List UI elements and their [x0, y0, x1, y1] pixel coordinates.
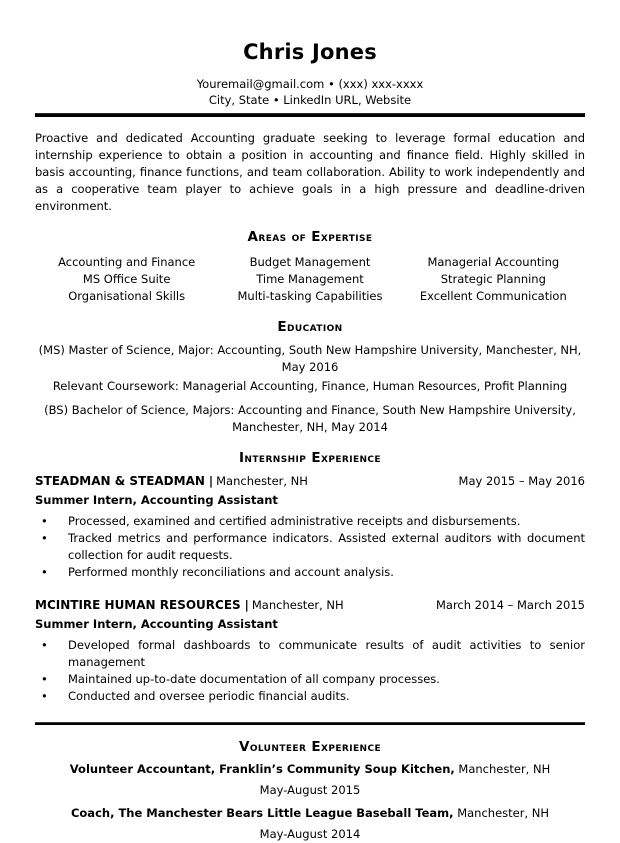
bullet-icon: •: [41, 531, 48, 545]
volunteer-location: Manchester, NH: [454, 762, 551, 776]
volunteer-role: Coach, The Manchester Bears Little League Baseball Team,: [70, 806, 454, 820]
skill-item: MS Office Suite: [82, 272, 171, 286]
skill-item: Organisational Skills: [68, 289, 186, 303]
job-company-line: [35, 597, 344, 614]
bullet-text: Processed, examined and certified administrative receipts and disbursements.: [68, 514, 521, 528]
bullet-icon: •: [41, 638, 48, 652]
contact-location-links: City, State • LinkedIn URL, Website: [208, 93, 412, 107]
job-bullet-list: [35, 513, 585, 581]
job-bullet-list: [35, 637, 585, 705]
bullet-text: Tracked metrics and performance indicators. Assisted external auditors with document collection for audit requests.: [68, 531, 585, 562]
skill-item: Time Management: [256, 272, 364, 286]
volunteer-entry: [35, 805, 585, 843]
header-rule: [35, 113, 585, 117]
bullet-item: [35, 671, 585, 688]
contact-block: [35, 76, 585, 108]
skill-item: Managerial Accounting: [427, 255, 560, 269]
pipe-separator: |: [244, 598, 249, 612]
bullet-text: Developed formal dashboards to communicate results of audit activities to senior management: [68, 638, 585, 669]
bullet-icon: •: [41, 672, 48, 686]
skill-item: Multi-tasking Capabilities: [237, 289, 383, 303]
job-title: Summer Intern, Accounting Assistant: [35, 493, 278, 507]
volunteer-role-line: [35, 805, 585, 822]
bullet-item: [35, 637, 585, 671]
section-heading-volunteer: Volunteer Experience: [238, 739, 382, 755]
education-coursework: Relevant Coursework: Managerial Accounting, Finance, Human Resources, Profit Planning: [52, 379, 568, 393]
company-name: STEADMAN & STEADMAN: [35, 474, 205, 488]
bullet-item: [35, 530, 585, 564]
skills-column-2: [218, 254, 401, 305]
company-location: Manchester, NH: [251, 598, 344, 612]
job-header: [35, 597, 585, 614]
education-list: [35, 342, 585, 436]
contact-email-phone: Youremail@gmail.com • (xxx) xxx-xxxx: [196, 77, 424, 91]
skill-item: Excellent Communication: [419, 289, 567, 303]
skill-item: Accounting and Finance: [58, 255, 196, 269]
volunteer-entry: [35, 761, 585, 799]
skills-column-1: [35, 254, 218, 305]
job-title: Summer Intern, Accounting Assistant: [35, 617, 278, 631]
company-location: Manchester, NH: [216, 474, 308, 488]
volunteer-location: Manchester, NH: [453, 806, 550, 820]
section-heading-expertise: Areas of Expertise: [247, 229, 373, 245]
bullet-icon: •: [41, 514, 48, 528]
skills-grid: [35, 254, 585, 305]
bullet-item: [35, 564, 585, 581]
bullet-icon: •: [41, 565, 48, 579]
section-heading-education: Education: [277, 319, 343, 335]
job-company-line: [35, 473, 308, 490]
bullet-text: Conducted and oversee periodic financial audits.: [68, 689, 350, 703]
bullet-text: Performed monthly reconciliations and account analysis.: [68, 565, 394, 579]
bullet-text: Maintained up-to-date documentation of all company processes.: [68, 672, 440, 686]
candidate-name: Chris Jones: [243, 40, 377, 64]
pipe-separator: |: [208, 474, 214, 488]
bullet-item: [35, 688, 585, 705]
job-header: [35, 473, 585, 490]
bullet-item: [35, 513, 585, 530]
skill-item: Strategic Planning: [440, 272, 546, 286]
job-entry: [35, 597, 585, 705]
section-heading-internship: Internship Experience: [239, 450, 381, 466]
skill-item: Budget Management: [249, 255, 371, 269]
bullet-icon: •: [41, 689, 48, 703]
job-dates: May 2015 – May 2016: [458, 474, 585, 488]
summary-paragraph: Proactive and dedicated Accounting graduate seeking to leverage formal education and internship experience to obtain a position in accounting and finance field. Highly skilled in basis accounting, finance functions, and team collaboration. Ability to work independently and as a cooperative team player to achieve goals in a high pressure and deadline-driven environment.: [35, 131, 585, 213]
job-entry: [35, 473, 585, 581]
education-entry-ms: (MS) Master of Science, Major: Accounting, South New Hampshire University, Manchester, NH, May 2016: [38, 343, 582, 374]
skills-column-3: [402, 254, 585, 305]
company-name: MCINTIRE HUMAN RESOURCES: [35, 598, 241, 612]
volunteer-role-line: [35, 761, 585, 778]
volunteer-role: Volunteer Accountant, Franklin’s Community Soup Kitchen,: [69, 762, 455, 776]
education-entry-bs: (BS) Bachelor of Science, Majors: Accounting and Finance, South New Hampshire University, Manchester, NH, May 2014: [44, 403, 576, 434]
volunteer-dates: May-August 2014: [259, 827, 361, 841]
volunteer-dates: May-August 2015: [259, 783, 361, 797]
section-divider: [35, 722, 585, 725]
volunteer-list: [35, 761, 585, 843]
job-dates: March 2014 – March 2015: [435, 598, 585, 612]
